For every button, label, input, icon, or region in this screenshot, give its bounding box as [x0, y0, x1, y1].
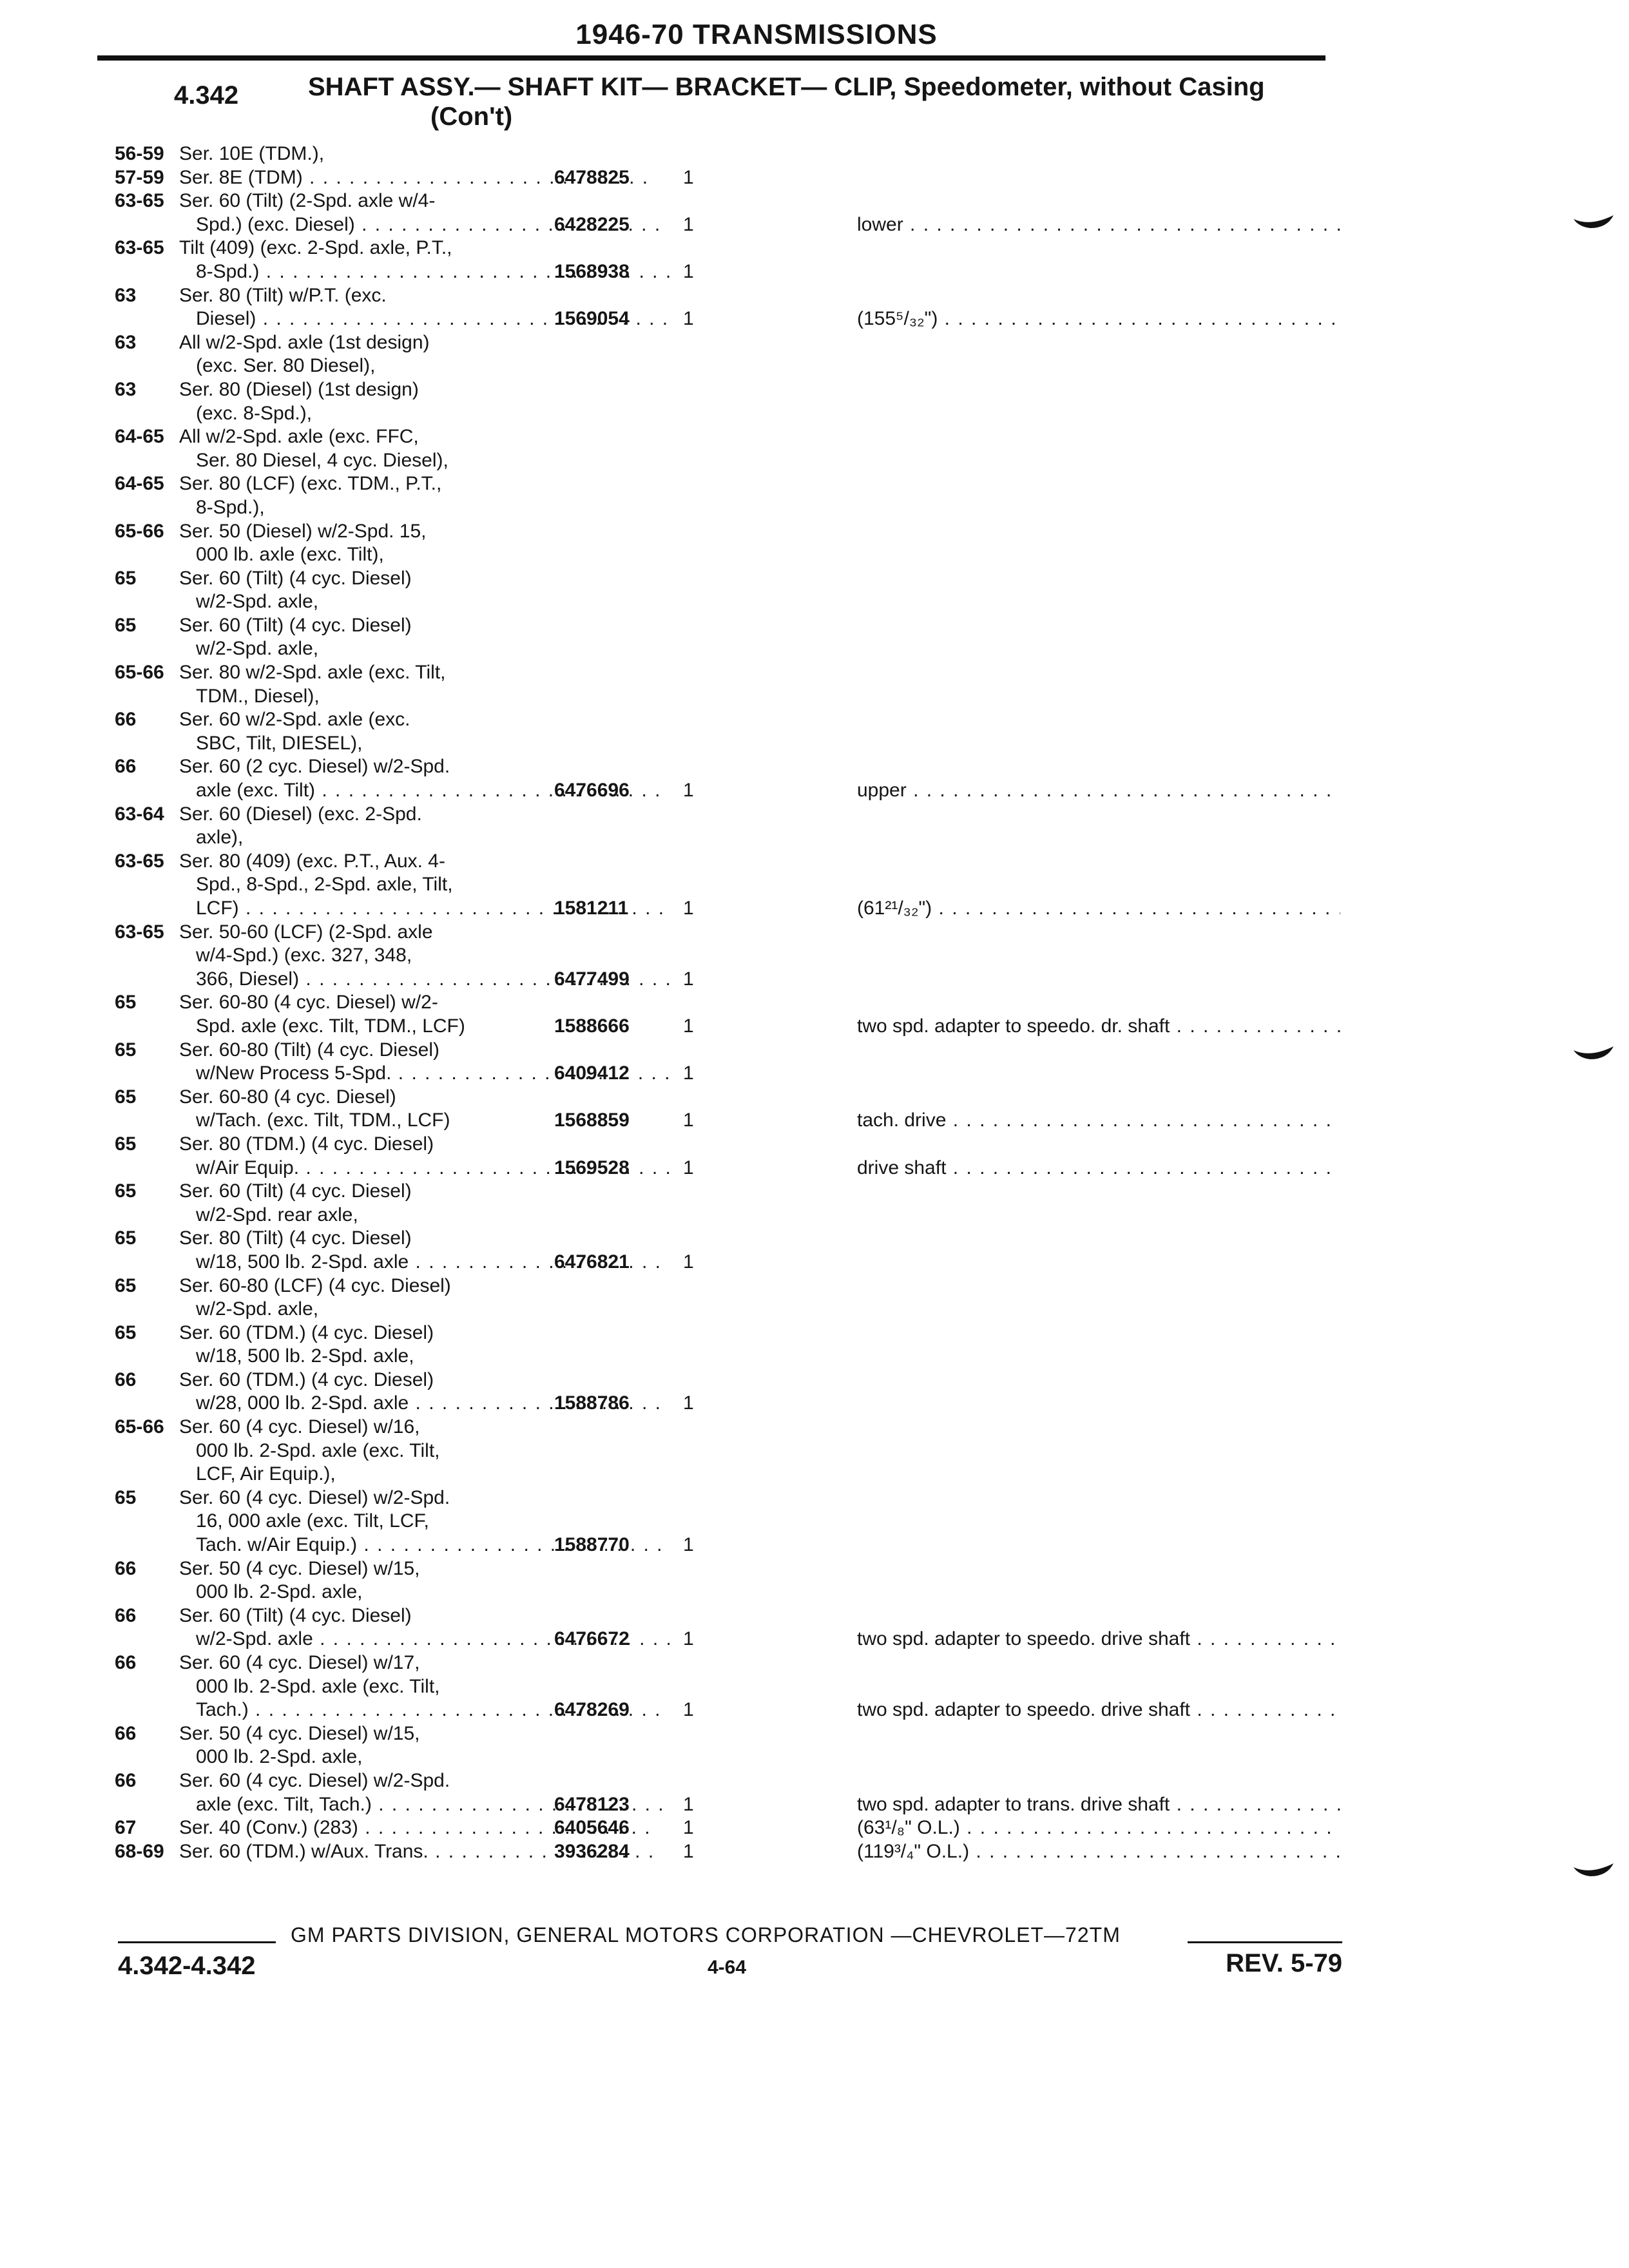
table-row	[115, 1086, 1339, 1110]
application-description: Ser. 80 (TDM.) (4 cyc. Diesel)	[179, 1133, 434, 1155]
application-description: axle (exc. Tilt) . . .	[179, 780, 670, 802]
part-number: 1569054	[554, 308, 630, 330]
table-row	[115, 968, 1339, 992]
table-row	[115, 1794, 1339, 1818]
application-description: LCF) . . .	[179, 898, 670, 919]
table-row	[115, 874, 1339, 898]
application-description: Ser. 60-80 (Tilt) (4 cyc. Diesel)	[179, 1039, 439, 1061]
remark: lower . . .	[857, 214, 1340, 236]
table-row	[115, 261, 1339, 285]
quantity: 1	[683, 1817, 694, 1839]
quantity: 1	[683, 166, 694, 188]
application-description: Ser. 80 Diesel, 4 cyc. Diesel),	[196, 449, 448, 471]
part-number: 6476696	[554, 780, 630, 802]
quantity: 1	[683, 1699, 694, 1721]
application-description: Ser. 60 (2 cyc. Diesel) w/2-Spd.	[179, 756, 450, 778]
corporation-line	[118, 1923, 1342, 1949]
quantity: 1	[683, 308, 694, 330]
model-years: 66	[115, 756, 137, 778]
application-description: Diesel) . . .	[179, 308, 670, 330]
application-description: Ser. 50 (Diesel) w/2-Spd. 15,	[179, 520, 427, 542]
model-years: 64-65	[115, 426, 164, 448]
table-row	[115, 803, 1339, 827]
application-description: SBC, Tilt, DIESEL),	[196, 732, 363, 754]
application-description: w/Air Equip. . . .	[179, 1157, 670, 1179]
model-years: 65	[115, 567, 137, 589]
table-row	[115, 1510, 1339, 1534]
part-number: 1581211	[554, 898, 629, 919]
table-row	[115, 1039, 1339, 1063]
table-row	[115, 662, 1339, 686]
table-row	[115, 615, 1339, 639]
table-row	[115, 1298, 1339, 1322]
model-years: 66	[115, 1652, 137, 1673]
quantity: 1	[683, 1628, 694, 1650]
table-row	[115, 709, 1339, 733]
revision-label: REV. 5-79	[1226, 1949, 1342, 1977]
table-row	[115, 1699, 1339, 1723]
quantity: 1	[683, 1157, 694, 1178]
table-row	[115, 1110, 1339, 1133]
table-row	[115, 1605, 1339, 1629]
application-description: w/New Process 5-Spd. . . .	[179, 1062, 670, 1084]
application-description: Ser. 80 (Tilt) (4 cyc. Diesel)	[179, 1227, 412, 1249]
part-number: 6478269	[554, 1699, 630, 1721]
remark: two spd. adapter to speedo. drive shaft . . .	[857, 1628, 1340, 1650]
model-years: 65	[115, 1321, 137, 1343]
application-description: 366, Diesel) . . .	[179, 968, 670, 990]
application-description: w/2-Spd. axle . . .	[179, 1628, 670, 1650]
table-row	[115, 780, 1339, 803]
application-description: LCF, Air Equip.),	[196, 1463, 336, 1485]
quantity: 1	[683, 968, 694, 990]
table-row	[115, 1723, 1339, 1747]
table-row	[115, 190, 1339, 214]
part-number: 1588786	[554, 1392, 630, 1414]
table-row	[115, 1322, 1339, 1346]
part-number: 6405646	[554, 1817, 630, 1839]
remark: (155⁵/₃₂") . . .	[857, 308, 1340, 330]
part-number: 6476672	[554, 1628, 630, 1650]
table-row	[115, 1180, 1339, 1204]
application-description: w/2-Spd. axle,	[196, 638, 319, 660]
part-number: 6428225	[554, 213, 630, 235]
table-row	[115, 1062, 1339, 1086]
table-row	[115, 521, 1339, 544]
page-footer	[118, 1923, 1342, 1980]
application-description: Tach. w/Air Equip.) . . .	[179, 1534, 670, 1556]
binder-clip-icon	[1571, 213, 1616, 232]
table-row	[115, 850, 1339, 874]
remark: drive shaft . . .	[857, 1157, 1340, 1179]
table-row	[115, 1392, 1339, 1416]
table-row	[115, 992, 1339, 1015]
table-row	[115, 379, 1339, 403]
table-row	[115, 638, 1339, 662]
section-title-text: SHAFT ASSY.— SHAFT KIT— BRACKET— CLIP, Speedometer, without Casing	[308, 73, 1265, 101]
quantity: 1	[683, 898, 694, 919]
application-description: Spd., 8-Spd., 2-Spd. axle, Tilt,	[196, 874, 453, 896]
table-row	[115, 1841, 1339, 1865]
remark: two spd. adapter to speedo. drive shaft . . .	[857, 1699, 1340, 1721]
application-description: Tilt (409) (exc. 2-Spd. axle, P.T.,	[179, 237, 452, 259]
table-row	[115, 473, 1339, 497]
application-description: Ser. 60 (TDM.) w/Aux. Trans. . . .	[179, 1841, 653, 1863]
model-years: 65-66	[115, 1416, 164, 1438]
model-years: 65	[115, 1227, 137, 1249]
table-row	[115, 143, 1339, 167]
quantity: 1	[683, 1840, 694, 1862]
model-years: 65	[115, 1039, 137, 1061]
part-number: 6409412	[554, 1062, 630, 1084]
application-description: Ser. 80 (Diesel) (1st design)	[179, 378, 419, 400]
remark: two spd. adapter to trans. drive shaft . . .	[857, 1794, 1340, 1816]
table-row	[115, 1581, 1339, 1605]
application-description: w/2-Spd. rear axle,	[196, 1204, 358, 1225]
table-row	[115, 544, 1339, 568]
table-row	[115, 1817, 1339, 1841]
application-description: Ser. 60 (Tilt) (4 cyc. Diesel)	[179, 1604, 412, 1626]
model-years: 66	[115, 1369, 137, 1390]
quantity: 1	[683, 213, 694, 235]
remark: (61²¹/₃₂") . . .	[857, 898, 1340, 919]
application-description: 16, 000 axle (exc. Tilt, LCF,	[196, 1510, 429, 1532]
table-row	[115, 237, 1339, 261]
table-row	[115, 921, 1339, 945]
part-number: 6476821	[554, 1251, 630, 1273]
footer-rule-right	[1188, 1941, 1342, 1943]
page-header	[97, 17, 1325, 61]
application-description: axle (exc. Tilt, Tach.) . . .	[179, 1794, 670, 1816]
remark: upper . . .	[857, 780, 1340, 802]
application-description: Ser. 60 (4 cyc. Diesel) w/2-Spd.	[179, 1769, 450, 1791]
application-description: Ser. 60-80 (LCF) (4 cyc. Diesel)	[179, 1274, 451, 1296]
quantity: 1	[683, 260, 694, 282]
table-row	[115, 686, 1339, 709]
application-description: Ser. 60 (Diesel) (exc. 2-Spd.	[179, 803, 422, 825]
application-description: Ser. 60-80 (4 cyc. Diesel) w/2-	[179, 992, 438, 1014]
footer-rule-left	[118, 1941, 276, 1943]
section-number: 4.342	[174, 81, 239, 110]
header-rule	[97, 55, 1325, 61]
application-description: Ser. 60-80 (4 cyc. Diesel)	[179, 1086, 396, 1108]
model-years: 66	[115, 1557, 137, 1579]
part-number: 6478123	[554, 1793, 630, 1815]
model-years: 63	[115, 284, 137, 306]
application-description: 000 lb. 2-Spd. axle,	[196, 1581, 363, 1603]
model-years: 65	[115, 1133, 137, 1155]
table-row	[115, 1628, 1339, 1652]
application-description: Spd. axle (exc. Tilt, TDM., LCF)	[196, 1015, 465, 1037]
quantity: 1	[683, 1062, 694, 1084]
application-description: Ser. 60 (4 cyc. Diesel) w/16,	[179, 1416, 420, 1438]
table-row	[115, 497, 1339, 521]
application-description: Ser. 80 (409) (exc. P.T., Aux. 4-	[179, 850, 445, 872]
part-number: 6477499	[554, 968, 630, 990]
quantity: 1	[683, 1015, 694, 1037]
table-row	[115, 1652, 1339, 1676]
application-description: Ser. 60 w/2-Spd. axle (exc.	[179, 709, 410, 731]
model-years: 65	[115, 1486, 137, 1508]
application-description: Ser. 60 (Tilt) (4 cyc. Diesel)	[179, 614, 412, 636]
application-description: Ser. 80 (LCF) (exc. TDM., P.T.,	[179, 473, 442, 495]
quantity: 1	[683, 1110, 694, 1131]
part-number: 1588770	[554, 1534, 630, 1556]
application-description: Ser. 60 (Tilt) (2-Spd. axle w/4-	[179, 190, 436, 212]
model-years: 68-69	[115, 1840, 164, 1862]
part-number: 3936284	[554, 1840, 630, 1862]
table-row	[115, 1251, 1339, 1275]
application-description: w/Tach. (exc. Tilt, TDM., LCF)	[196, 1110, 450, 1131]
table-row	[115, 1369, 1339, 1393]
table-row	[115, 1676, 1339, 1700]
section-continued-label: (Con't)	[430, 102, 513, 131]
remark: (119³/₄" O.L.) . . .	[857, 1841, 1340, 1863]
table-row	[115, 426, 1339, 450]
table-row	[115, 285, 1339, 309]
model-years: 63-65	[115, 190, 164, 212]
corporation-text: GM PARTS DIVISION, GENERAL MOTORS CORPORATION —CHEVROLET—72TM	[291, 1923, 1121, 1946]
table-row	[115, 308, 1339, 332]
page-number: 4-64	[708, 1957, 747, 1978]
table-row	[115, 1345, 1339, 1369]
application-description: Ser. 40 (Conv.) (283) . . .	[179, 1817, 653, 1839]
table-row	[115, 827, 1339, 850]
application-description: Ser. 50 (4 cyc. Diesel) w/15,	[179, 1722, 420, 1744]
application-description: axle),	[196, 827, 244, 849]
model-years: 63-64	[115, 803, 164, 825]
table-row	[115, 1204, 1339, 1228]
model-years: 63-65	[115, 921, 164, 943]
model-years: 57-59	[115, 166, 164, 188]
application-description: Ser. 80 w/2-Spd. axle (exc. Tilt,	[179, 662, 446, 684]
table-row	[115, 733, 1339, 756]
application-description: w/4-Spd.) (exc. 327, 348,	[196, 945, 412, 966]
application-description: All w/2-Spd. axle (exc. FFC,	[179, 426, 419, 448]
section-title	[308, 72, 1339, 131]
model-years: 66	[115, 709, 137, 731]
table-row	[115, 167, 1339, 191]
parts-table	[115, 143, 1339, 1864]
application-description: Ser. 10E (TDM.),	[179, 143, 325, 164]
table-row	[115, 1534, 1339, 1558]
remark: two spd. adapter to speedo. dr. shaft . . .	[857, 1015, 1340, 1037]
application-description: TDM., Diesel),	[196, 685, 320, 707]
part-number: 1569528	[554, 1157, 630, 1178]
application-description: 000 lb. 2-Spd. axle (exc. Tilt,	[196, 1675, 440, 1697]
application-description: 8-Spd.),	[196, 496, 265, 518]
model-years: 65	[115, 614, 137, 636]
remark: tach. drive . . .	[857, 1110, 1340, 1131]
table-row	[115, 1440, 1339, 1464]
table-row	[115, 568, 1339, 591]
model-years: 56-59	[115, 143, 164, 164]
quantity: 1	[683, 1534, 694, 1556]
application-description: Ser. 8E (TDM) . . .	[179, 167, 653, 189]
binder-clip-icon	[1571, 1861, 1616, 1880]
application-description: Ser. 50 (4 cyc. Diesel) w/15,	[179, 1557, 420, 1579]
table-row	[115, 898, 1339, 921]
table-row	[115, 332, 1339, 356]
table-row	[115, 1558, 1339, 1582]
table-row	[115, 214, 1339, 238]
model-years: 67	[115, 1817, 137, 1839]
application-description: (exc. 8-Spd.),	[196, 402, 313, 424]
quantity: 1	[683, 1251, 694, 1273]
part-number: 1588666	[554, 1015, 630, 1037]
model-years: 65	[115, 1274, 137, 1296]
part-number: 1568859	[554, 1110, 630, 1131]
application-description: 000 lb. 2-Spd. axle (exc. Tilt,	[196, 1439, 440, 1461]
part-number: 1568938	[554, 260, 630, 282]
application-description: Ser. 60 (4 cyc. Diesel) w/2-Spd.	[179, 1486, 450, 1508]
application-description: Ser. 60 (TDM.) (4 cyc. Diesel)	[179, 1369, 434, 1390]
model-years: 66	[115, 1769, 137, 1791]
quantity: 1	[683, 780, 694, 802]
application-description: w/2-Spd. axle,	[196, 1298, 319, 1320]
application-description: w/18, 500 lb. 2-Spd. axle,	[196, 1345, 414, 1367]
application-description: Tach.) . . .	[179, 1699, 670, 1721]
model-years: 63-65	[115, 850, 164, 872]
quantity: 1	[683, 1392, 694, 1414]
application-description: Ser. 60 (TDM.) (4 cyc. Diesel)	[179, 1321, 434, 1343]
application-description: w/18, 500 lb. 2-Spd. axle . . .	[179, 1251, 670, 1273]
table-row	[115, 1416, 1339, 1440]
running-title: 1946-70 TRANSMISSIONS	[575, 19, 938, 50]
model-years: 65	[115, 1180, 137, 1202]
table-row	[115, 1133, 1339, 1157]
table-row	[115, 756, 1339, 780]
application-description: w/28, 000 lb. 2-Spd. axle . . .	[179, 1392, 670, 1414]
table-row	[115, 1463, 1339, 1487]
model-years: 64-65	[115, 473, 164, 495]
table-row	[115, 1275, 1339, 1299]
quantity: 1	[683, 1793, 694, 1815]
table-row	[115, 1157, 1339, 1181]
application-description: w/2-Spd. axle,	[196, 591, 319, 613]
table-row	[115, 355, 1339, 379]
table-row	[115, 945, 1339, 968]
table-row	[115, 403, 1339, 427]
remark: (63¹/₈" O.L.) . . .	[857, 1817, 1340, 1839]
table-row	[115, 1770, 1339, 1794]
table-row	[115, 1487, 1339, 1511]
application-description: 000 lb. 2-Spd. axle,	[196, 1746, 363, 1768]
application-description: Spd.) (exc. Diesel) . . .	[179, 214, 670, 236]
model-years: 65-66	[115, 520, 164, 542]
table-row	[115, 450, 1339, 474]
table-row	[115, 1015, 1339, 1039]
model-years: 65-66	[115, 662, 164, 684]
model-years: 65	[115, 992, 137, 1014]
model-years: 65	[115, 1086, 137, 1108]
table-row	[115, 1227, 1339, 1251]
table-row	[115, 591, 1339, 615]
application-description: 000 lb. axle (exc. Tilt),	[196, 544, 384, 566]
application-description: Ser. 60 (Tilt) (4 cyc. Diesel)	[179, 1180, 412, 1202]
application-description: Ser. 60 (4 cyc. Diesel) w/17,	[179, 1652, 420, 1673]
model-years: 63-65	[115, 237, 164, 259]
table-row	[115, 1746, 1339, 1770]
binder-clip-icon	[1571, 1044, 1616, 1063]
application-description: Ser. 80 (Tilt) w/P.T. (exc.	[179, 284, 387, 306]
application-description: Ser. 50-60 (LCF) (2-Spd. axle	[179, 921, 433, 943]
application-description: All w/2-Spd. axle (1st design)	[179, 331, 430, 353]
part-number: 6478825	[554, 166, 630, 188]
model-years: 66	[115, 1722, 137, 1744]
application-description: (exc. Ser. 80 Diesel),	[196, 355, 376, 377]
application-description: 8-Spd.) . . .	[179, 261, 670, 283]
model-years: 63	[115, 378, 137, 400]
model-years: 63	[115, 331, 137, 353]
section-range: 4.342-4.342	[118, 1952, 256, 1980]
application-description: Ser. 60 (Tilt) (4 cyc. Diesel)	[179, 567, 412, 589]
model-years: 66	[115, 1604, 137, 1626]
